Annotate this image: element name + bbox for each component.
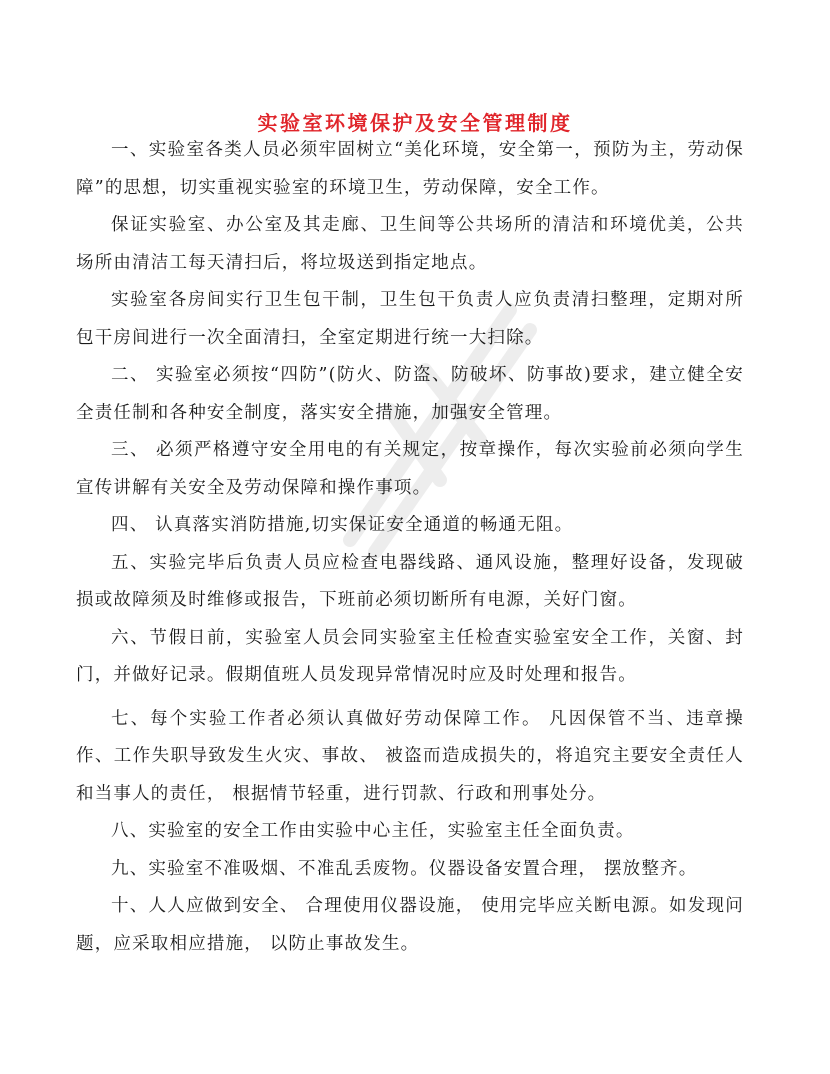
paragraph-8: 六、节假日前，实验室人员会同实验室主任检查实验室安全工作，关窗、封门，并做好记录。假期值班人员发现异常情况时应及时处理和报告。 — [76, 627, 744, 685]
paragraph-6: 四、 认真落实消防措施,切实保证安全通道的畅通无阻。 — [111, 515, 574, 535]
paragraph-11: 九、实验室不准吸烟、不准乱丢废物。仪器设备安置合理， 摆放整齐。 — [111, 858, 698, 879]
document-body — [76, 132, 744, 963]
paragraph-5: 三、 必须严格遵守安全用电的有关规定，按章操作，每次实验前必须向学生宣传讲解有关安全及劳动保障和操作事项。 — [76, 440, 744, 498]
paragraph-7: 五、实验完毕后负责人员应检查电器线路、通风设施，整理好设备，发现破损或故障须及时维修或报告，下班前必须切断所有电源，关好门窗。 — [76, 552, 744, 610]
paragraph-10: 八、实验室的安全工作由实验中心主任，实验室主任全面负责。 — [111, 821, 635, 841]
paragraph-12: 十、人人应做到安全、 合理使用仪器设施， 使用完毕应关断电源。如发现问题，应采取相应措施， 以防止事故发生。 — [76, 896, 744, 954]
paragraph-3: 实验室各房间实行卫生包干制，卫生包干负责人应负责清扫整理，定期对所包干房间进行一次全面清扫，全室定期进行统一大扫除。 — [76, 290, 744, 348]
paragraph-1: 一、实验室各类人员必须牢固树立“美化环境，安全第一，预防为主，劳动保障”的思想，切实重视实验室的环境卫生，劳动保障，安全工作。 — [76, 140, 744, 198]
paragraph-9: 七、每个实验工作者必须认真做好劳动保障工作。 凡因保管不当、违章操作、工作失职导致发生火灾、事故、 被盗而造成损失的，将追究主要安全责任人和当事人的责任， 根据情节轻重，进行罚款、行政和刑事处分。 — [76, 708, 744, 804]
paragraph-4: 二、 实验室必须按“四防”(防火、防盗、防破坏、防事故)要求，建立健全安全责任制和各种安全制度，落实安全措施，加强安全管理。 — [76, 365, 744, 423]
paragraph-2: 保证实验室、办公室及其走廊、卫生间等公共场所的清洁和环境优美，公共场所由清洁工每天清扫后，将垃圾送到指定地点。 — [76, 215, 744, 273]
document-title: 实验室环境保护及安全管理制度 — [257, 111, 573, 136]
